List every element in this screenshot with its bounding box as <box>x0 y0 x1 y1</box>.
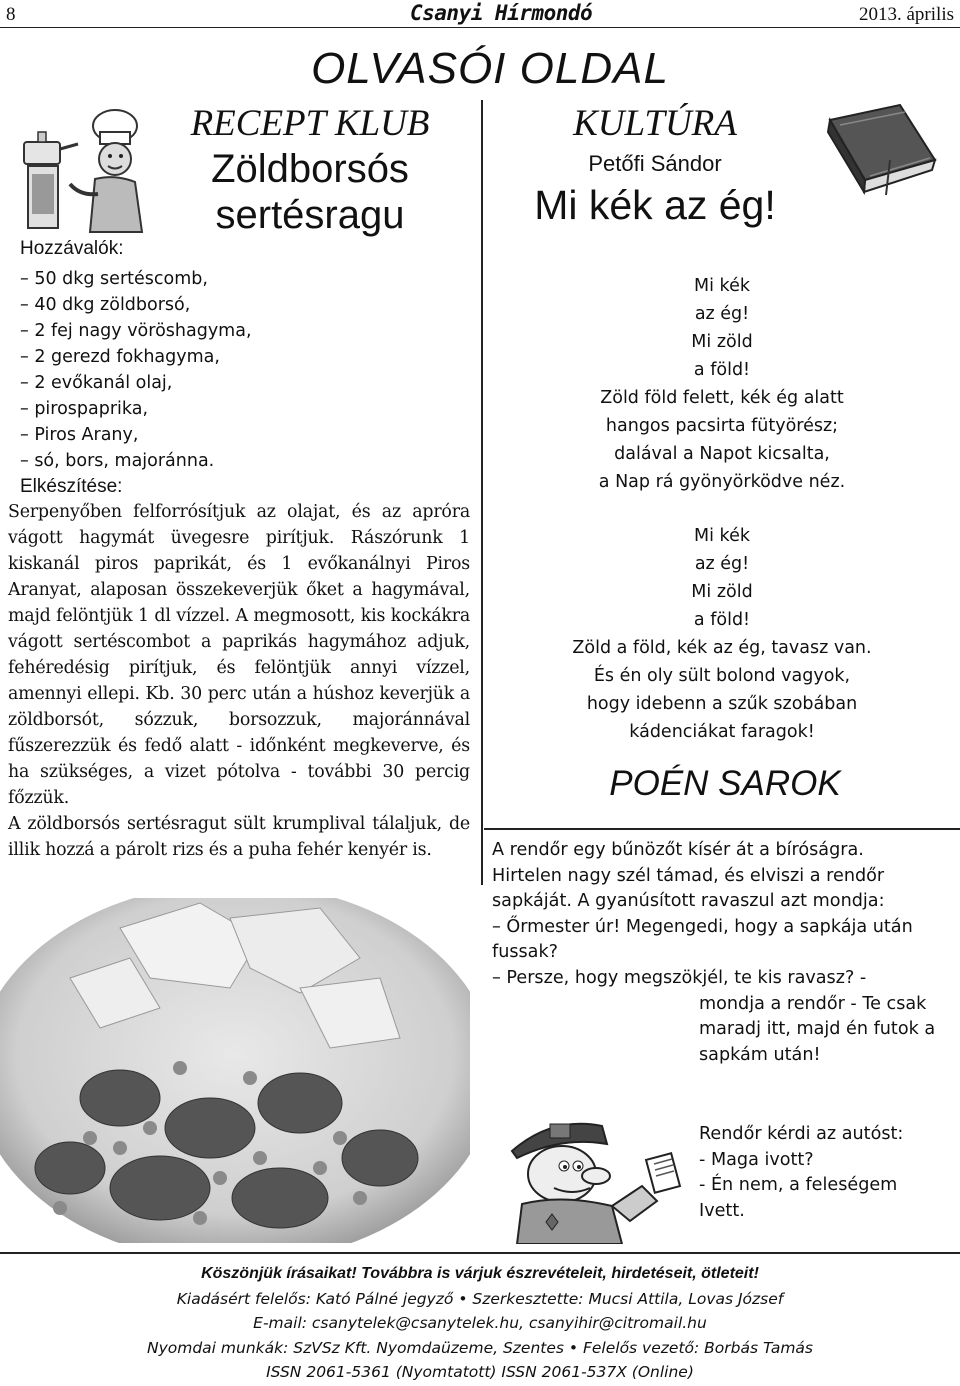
issue-date: 2013. április <box>859 4 954 25</box>
joke-line: sapkáját. A gyanúsított ravaszul azt mondja: <box>492 891 885 912</box>
ragu-dish-photo <box>0 898 470 1243</box>
poem-line: Zöld föld felett, kék ég alatt <box>600 388 844 408</box>
footer-printing: Nyomdai munkák: SzVSz Kft. Nyomdaüzeme, Szentes • Felelős vezető: Borbás Tamás <box>146 1338 813 1357</box>
poem-title: Mi kék az ég! <box>534 182 776 228</box>
jokes-divider <box>484 828 960 830</box>
poem-line: a föld! <box>693 360 751 380</box>
list-item: – 2 evőkanál olaj, <box>20 373 173 393</box>
footer-email: E-mail: csanytelek@csanytelek.hu, csanyihir@citromail.hu <box>253 1314 707 1332</box>
poem-stanza-1 <box>492 272 952 496</box>
list-item: – 2 gerezd fokhagyma, <box>20 347 220 367</box>
joke-line: - Én nem, a feleségem <box>699 1175 898 1196</box>
poem-line: hangos pacsirta fütyörész; <box>605 416 839 436</box>
poem-line: Zöld a föld, kék az ég, tavasz van. <box>572 638 872 658</box>
list-item: – pirospaprika, <box>20 399 149 419</box>
joke-line: – Persze, hogy megszökjél, te kis ravasz? - <box>492 967 867 988</box>
list-item: – 2 fej nagy vöröshagyma, <box>20 321 252 341</box>
footer-publisher: Kiadásért felelős: Kató Pálné jegyző • Szerkesztette: Mucsi Attila, Lovas József <box>176 1289 784 1308</box>
column-divider <box>481 100 483 885</box>
footer-issn: ISSN 2061-5361 (Nyomtatott) ISSN 2061-537X (Online) <box>266 1363 694 1381</box>
dish-title-line1: Zöldborsós <box>211 147 409 191</box>
jokes-section-title: POÉN SAROK <box>609 764 841 803</box>
recipe-section-title: RECEPT KLUB <box>190 103 430 144</box>
page-footer <box>0 1262 960 1385</box>
joke-1 <box>492 838 956 1068</box>
poem-line: Mi kék <box>694 526 750 546</box>
poem-line: az ég! <box>694 304 750 324</box>
joke-line: Rendőr kérdi az autóst: <box>699 1124 904 1144</box>
page-header <box>0 0 960 28</box>
poem-line: az ég! <box>694 554 750 574</box>
joke-line: Hirtelen nagy szél támad, és elviszi a rendőr <box>492 865 885 886</box>
poem-line: hogy idebenn a szűk szobában <box>586 694 858 714</box>
list-item: – 50 dkg sertéscomb, <box>20 269 208 289</box>
ingredients-list <box>20 266 252 474</box>
list-item: – 40 dkg zöldborsó, <box>20 295 191 315</box>
chef-cartoon-icon <box>10 104 160 234</box>
joke-line: fussak? <box>492 942 558 963</box>
poem-line: Mi zöld <box>691 332 753 352</box>
page-number: 8 <box>6 4 16 25</box>
policeman-cartoon-icon <box>492 1096 697 1244</box>
list-item: – só, bors, majoránna. <box>20 451 215 471</box>
joke-line: sapkám után! <box>699 1044 821 1065</box>
footer-divider <box>0 1252 960 1254</box>
poem-line: kádenciákat faragok! <box>629 722 815 742</box>
dish-title-line2: sertésragu <box>215 193 405 237</box>
joke-line: A rendőr egy bűnözőt kísér át a bíróságra. <box>492 840 864 860</box>
masthead: Csanyi Hírmondó <box>410 1 593 25</box>
joke-line: mondja a rendőr - Te csak <box>699 993 927 1014</box>
joke-line: Ivett. <box>699 1200 745 1221</box>
page-title: OLVASÓI OLDAL <box>311 44 669 93</box>
poet-name: Petőfi Sándor <box>588 151 722 176</box>
dish-title <box>150 146 470 238</box>
ingredients-label: Hozzávalók: <box>20 238 124 259</box>
preparation-paragraph: A zöldborsós sertésragut sült krumplival tálaljuk, de illik hozzá a párolt rizs és a puha fehér kenyér is. <box>8 814 470 860</box>
old-book-icon <box>820 100 940 200</box>
poem-line: a föld! <box>693 610 751 630</box>
poem-stanza-2 <box>492 522 952 746</box>
poem-line: dalával a Napot kicsalta, <box>614 444 830 464</box>
poem-line: Mi kék <box>694 276 750 296</box>
joke-line: – Őrmester úr! Megengedi, hogy a sapkája után <box>492 916 913 937</box>
preparation-text <box>8 499 470 863</box>
joke-line: maradj itt, majd én futok a <box>699 1019 936 1040</box>
joke-line: - Maga ivott? <box>699 1149 814 1170</box>
poem-line: a Nap rá gyönyörködve néz. <box>598 472 846 492</box>
preparation-label: Elkészítése: <box>20 476 123 497</box>
list-item: – Piros Arany, <box>20 425 139 445</box>
poem-line: És én oly sült bolond vagyok, <box>593 666 851 686</box>
preparation-paragraph: Serpenyőben felforrósítjuk az olajat, és az apróra vágott hagymát üvegesre pirítjuk. Rászórunk 1 kiskanál piros paprikát, és 1 evőkanálnyi Piros Aranyat, alaposan összekeverjük őket a hagymával, majd felöntjük 1 dl vízzel. A megmosott, kis kockákra vágott sertéscombot a paprikás hagymához adjuk, fehéredésig pirítjuk, és felöntjük annyi vízzel, amennyi ellepi. Kb. 30 perc után a húshoz keverjük a zöldborsót, sózzuk, borsozzuk, majoránnával fűszerezzük és fedő alatt - időnként megkeverve, és ha szükséges, a vizet pótolva - további 30 percig főzzük. <box>8 502 470 808</box>
joke-2 <box>699 1122 954 1224</box>
poem-line: Mi zöld <box>691 582 753 602</box>
footer-thanks: Köszönjük írásaikat! Továbbra is várjuk észrevételeit, hirdetéseit, ötleteit! <box>201 1265 759 1282</box>
culture-section-title: KULTÚRA <box>573 103 737 144</box>
